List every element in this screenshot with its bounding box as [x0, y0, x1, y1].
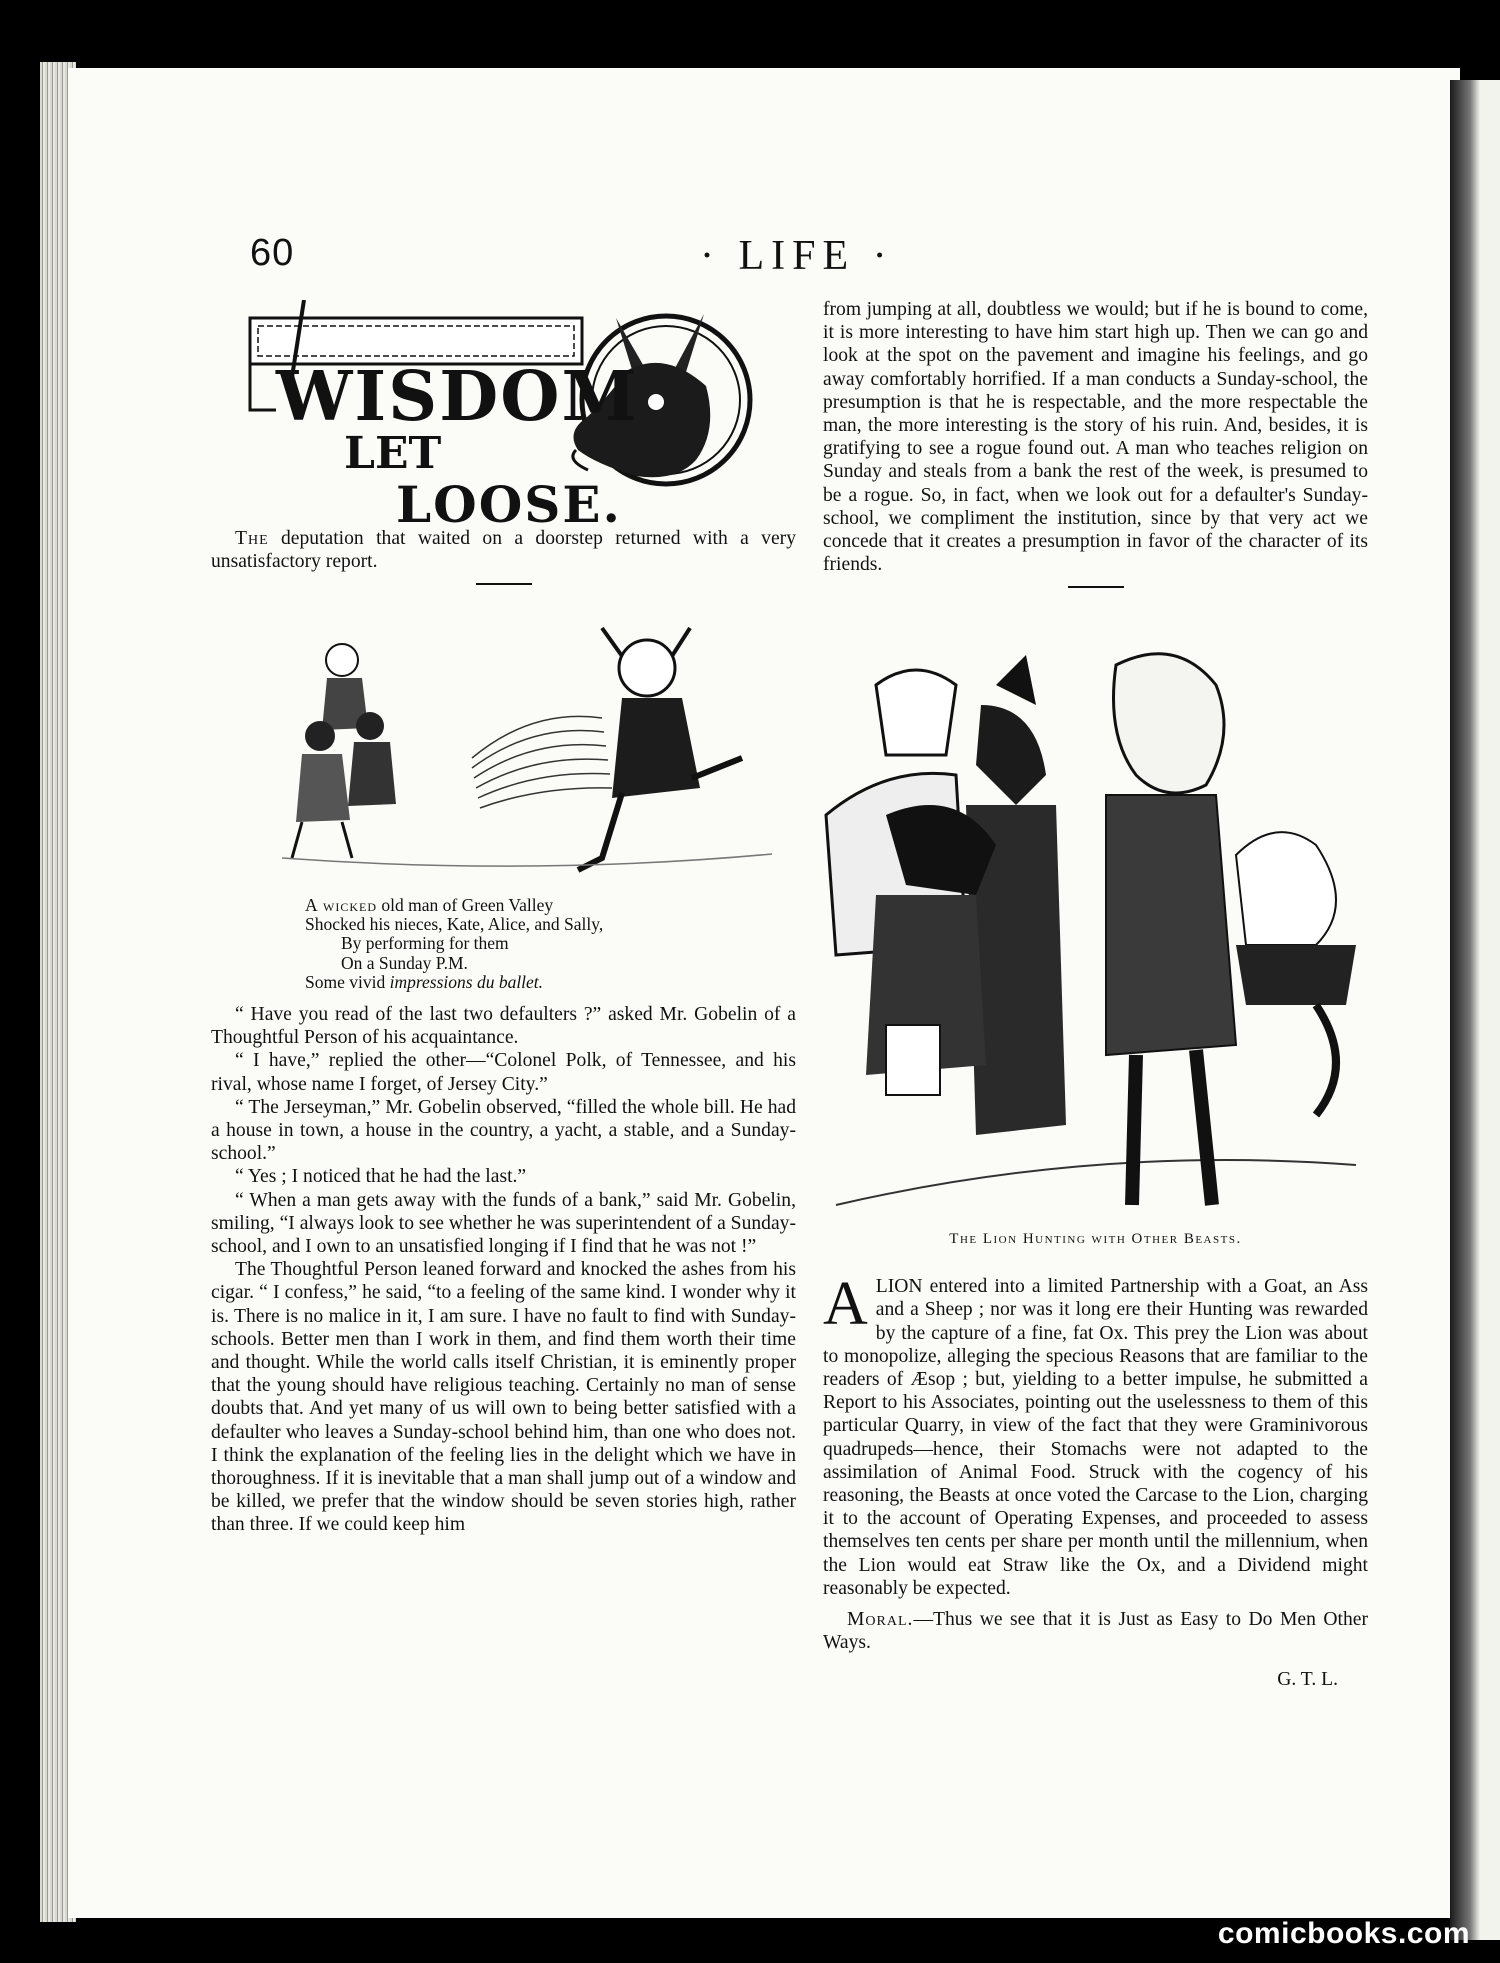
speed-lines	[472, 716, 612, 808]
fable-section	[823, 1228, 1368, 1692]
section-rule-right	[1068, 586, 1124, 588]
title-loose: LOOSE.	[396, 475, 622, 530]
verse-lead: A wicked	[305, 895, 378, 915]
fable-first-word: LION	[875, 1276, 923, 1298]
verse-line-3: By performing for them	[341, 933, 509, 954]
fable-paragraph	[823, 1270, 1368, 1600]
paragraph-1: “ Have you read of the last two defaulters ?” asked Mr. Gobelin of a Thoughtful Person of his acquaintance.	[211, 1004, 796, 1049]
dancing-old-man-illustration	[272, 608, 792, 888]
lion-hunting-illustration	[816, 645, 1376, 1220]
gobelin-dialogue	[211, 1003, 796, 1537]
lion-figure	[1106, 654, 1236, 1205]
paragraph-5: “ When a man gets away with the funds of a bank,” said Mr. Gobelin, smiling, “I always look to see whether he was superintendent of a Sunday-school, and I own to an unsatisfied longing if I find that he was not !”	[211, 1189, 796, 1258]
paragraph-3: “ The Jerseyman,” Mr. Gobelin observed, “filled the whole bill. He had a house in town, a house in the country, a yacht, a stable, and a Sunday-school.”	[211, 1096, 796, 1165]
section-rule	[476, 583, 532, 585]
title-wisdom: WISDOM	[276, 357, 639, 437]
author-signature: G. T. L.	[1277, 1669, 1338, 1691]
report-paper	[886, 1025, 940, 1095]
fable-dropcap: A	[823, 1270, 868, 1339]
verse-line-2: Shocked his nieces, Kate, Alice, and Sally,	[305, 914, 604, 935]
limerick-verse	[305, 896, 725, 992]
intro-paragraph	[211, 527, 796, 595]
fable-text: entered into a limited Partnership with a Goat, an Ass and a Sheep ; nor was it long ere their Hunting was rewarded by the capture of a fine, fat Ox. This prey the Lion was about to monopolize, alleging the specious Reasons that are familiar to the readers of Æsop ; but, yielding to a better impulse, he submitted a Report to his Associates, pointing out the uselessness to them of this particular Quarry, in view of the fact that they were Graminivorous quadrupeds—hence, their Stomachs were not adapted to the assimilation of Animal Food. Struck with the cogency of his reasoning, the Beasts at once voted the Carcase to the Lion, charging it to the account of Operating Expenses, and proceeded to assess themselves ten cents per share per month until the millennium, when the Lion would eat Straw like the Ox, and a Dividend might reasonably be expected.	[823, 1276, 1368, 1599]
illustration-caption: The Lion Hunting with Other Beasts.	[949, 1231, 1242, 1247]
verse-line-5: Some vivid	[305, 971, 390, 992]
title-let: LET	[344, 428, 442, 479]
moral-lead: Moral.	[847, 1609, 914, 1631]
verse-line-4: On a Sunday P.M.	[341, 952, 468, 973]
nieces-figures	[292, 644, 396, 858]
title-illustration	[236, 300, 796, 530]
old-man-figure	[578, 628, 742, 870]
continuation-text: from jumping at all, doubtless we would; but if he is bound to come, it is more interesting to have him start high up. Then we can go and look at the spot on the pavement and imagine his feelings, and go away comfortably horrified. If a man conducts a Sunday-school, the presumption is that he is respectable, and the more respectable the man, the more interesting is the story of his ruin. And, besides, it is gratifying to see a rogue found out. A man who teaches religion on Sunday and steals from a bank the rest of the week, is presumed to be a rogue. So, in fact, when we look out for a defaulter's Sunday-school, we compliment the institution, since by that very act we concede that it creates a presumption in favor of the character of its friends.	[823, 299, 1368, 576]
watermark-text: comicbooks.com	[1217, 1917, 1470, 1950]
intro-text: deputation that waited on a doorstep returned with a very unsatisfactory report.	[211, 528, 796, 573]
masthead-life: · LIFE ·	[700, 233, 894, 279]
paragraph-4: “ Yes ; I noticed that he had the last.”	[235, 1166, 527, 1188]
moral-text: —Thus we see that it is Just as Easy to Do Men Other Ways.	[823, 1609, 1368, 1654]
verse-line-5-italic: impressions du ballet.	[389, 971, 544, 992]
verse-line-1: old man of Green Valley	[377, 895, 554, 915]
paragraph-6: The Thoughtful Person leaned forward and knocked the ashes from his cigar. “ I confess,” he said, “to a feeling of the same kind. I wonder why it is. There is no malice in it, I am sure. I have no fault to find with Sunday-schools. Better men than I work in them, and find them worth their time and thought. While the world calls itself Christian, it is eminently proper that the young should have religious teaching. Certainly no man of sense doubts that. And yet many of us will own to being better satisfied with a defaulter who leaves a Sunday-school behind him, than one who does not. I think the explanation of the feeling lies in the delight which we have in thoroughness. If it is inevitable that a man shall jump out of a window and be killed, we prefer that the window should be seven stories high, rather than three. If we could keep him	[211, 1259, 796, 1536]
book-spine	[1450, 80, 1500, 1940]
paragraph-2: “ I have,” replied the other—“Colonel Polk, of Tennessee, and his rival, whose name I forget, of Jersey City.”	[211, 1050, 796, 1095]
page-number: 60	[250, 232, 295, 274]
ox-sack-figure	[1236, 832, 1356, 1115]
intro-lead: The	[235, 528, 269, 549]
moral-paragraph	[823, 1608, 1368, 1654]
continuation-paragraph	[823, 298, 1368, 598]
